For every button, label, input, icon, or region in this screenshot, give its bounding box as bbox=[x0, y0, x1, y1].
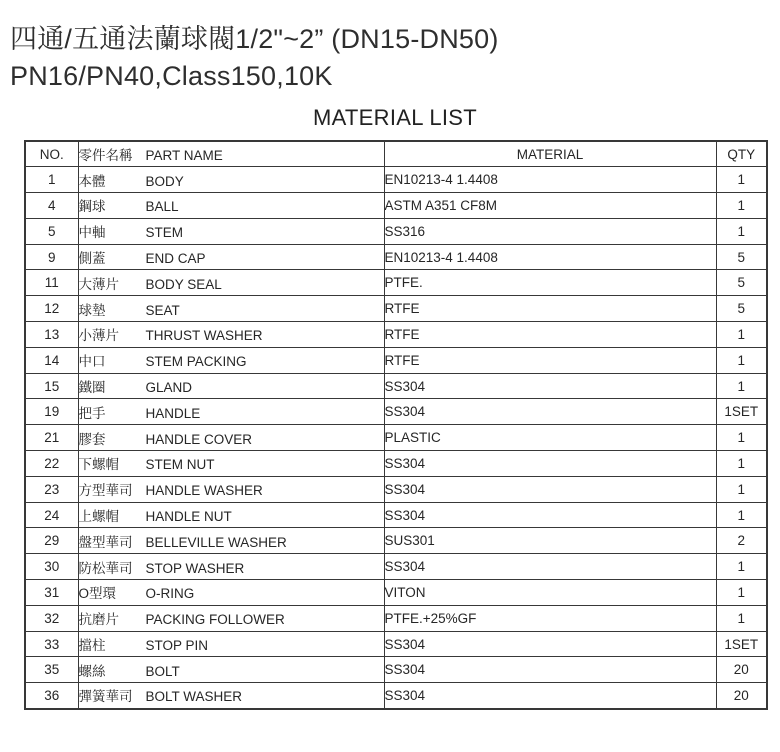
row-part-name-cn: 防松華司 bbox=[78, 560, 133, 576]
row-material: SS316 bbox=[384, 218, 716, 244]
document-title-line1: 四通/五通法蘭球閥1/2"~2” (DN15-DN50) bbox=[10, 24, 499, 54]
row-material: SS304 bbox=[384, 554, 716, 580]
row-qty: 20 bbox=[716, 657, 767, 683]
row-part-name-cn: 方型華司 bbox=[78, 483, 133, 499]
table-row bbox=[25, 451, 767, 477]
row-part-name-en: BODY SEAL bbox=[145, 276, 222, 292]
row-no: 1 bbox=[25, 167, 78, 193]
row-qty: 1 bbox=[716, 167, 767, 193]
table-row bbox=[25, 244, 767, 270]
col-header-material: MATERIAL bbox=[384, 141, 716, 167]
row-qty: 5 bbox=[716, 244, 767, 270]
row-material: RTFE bbox=[384, 347, 716, 373]
row-part-name bbox=[78, 399, 384, 425]
row-part-name bbox=[78, 554, 384, 580]
row-material: SS304 bbox=[384, 502, 716, 528]
row-qty: 20 bbox=[716, 683, 767, 709]
row-part-name-cn: 大薄片 bbox=[78, 276, 119, 292]
col-header-part-name-en: PART NAME bbox=[145, 148, 223, 164]
row-qty: 1 bbox=[716, 580, 767, 606]
row-no: 23 bbox=[25, 476, 78, 502]
table-row bbox=[25, 270, 767, 296]
row-part-name-cn: 抗磨片 bbox=[78, 612, 119, 628]
table-row bbox=[25, 683, 767, 709]
row-qty: 1 bbox=[716, 373, 767, 399]
row-qty: 1 bbox=[716, 322, 767, 348]
row-part-name-en: STEM NUT bbox=[145, 457, 215, 473]
row-part-name bbox=[78, 476, 384, 502]
row-part-name-en: END CAP bbox=[145, 251, 206, 267]
row-part-name-en: STOP PIN bbox=[145, 638, 209, 654]
row-part-name-cn: 本體 bbox=[78, 173, 106, 189]
row-part-name bbox=[78, 631, 384, 657]
material-table bbox=[24, 140, 768, 710]
document-title-block bbox=[10, 21, 499, 95]
row-no: 36 bbox=[25, 683, 78, 709]
row-material: SS304 bbox=[384, 373, 716, 399]
row-part-name bbox=[78, 425, 384, 451]
row-material: SS304 bbox=[384, 683, 716, 709]
row-material: PTFE.+25%GF bbox=[384, 605, 716, 631]
row-qty: 1 bbox=[716, 451, 767, 477]
row-no: 19 bbox=[25, 399, 78, 425]
row-material: SS304 bbox=[384, 657, 716, 683]
row-part-name-cn: 下螺帽 bbox=[78, 457, 119, 473]
row-part-name bbox=[78, 580, 384, 606]
row-qty: 1 bbox=[716, 605, 767, 631]
table-row bbox=[25, 296, 767, 322]
row-part-name bbox=[78, 657, 384, 683]
row-part-name-cn: O型環 bbox=[78, 586, 117, 602]
table-row bbox=[25, 476, 767, 502]
row-part-name-en: BOLT bbox=[145, 663, 180, 679]
row-qty: 1 bbox=[716, 554, 767, 580]
row-no: 9 bbox=[25, 244, 78, 270]
row-part-name bbox=[78, 347, 384, 373]
row-part-name bbox=[78, 244, 384, 270]
row-part-name bbox=[78, 167, 384, 193]
row-part-name-en: HANDLE NUT bbox=[145, 509, 232, 525]
row-material: EN10213-4 1.4408 bbox=[384, 244, 716, 270]
row-part-name-en: GLAND bbox=[145, 380, 193, 396]
row-part-name-en: HANDLE bbox=[145, 405, 201, 421]
row-material: EN10213-4 1.4408 bbox=[384, 167, 716, 193]
row-part-name bbox=[78, 451, 384, 477]
row-part-name bbox=[78, 528, 384, 554]
table-row bbox=[25, 399, 767, 425]
row-material: VITON bbox=[384, 580, 716, 606]
table-row bbox=[25, 322, 767, 348]
row-part-name-cn: 球墊 bbox=[78, 302, 106, 318]
row-qty: 1 bbox=[716, 476, 767, 502]
row-part-name-cn: 把手 bbox=[78, 405, 106, 421]
col-header-qty: QTY bbox=[716, 141, 767, 167]
table-header-row bbox=[25, 141, 767, 167]
row-material: SS304 bbox=[384, 399, 716, 425]
col-header-part-name-cn: 零件名稱 bbox=[78, 148, 133, 164]
row-part-name-en: STEM bbox=[145, 225, 184, 241]
row-part-name bbox=[78, 605, 384, 631]
row-no: 31 bbox=[25, 580, 78, 606]
row-qty: 1 bbox=[716, 193, 767, 219]
row-material: SS304 bbox=[384, 476, 716, 502]
row-part-name-en: BOLT WASHER bbox=[145, 689, 243, 705]
row-material: SS304 bbox=[384, 631, 716, 657]
row-part-name-en: SEAT bbox=[145, 302, 180, 318]
row-part-name-cn: 中口 bbox=[78, 354, 106, 370]
table-row bbox=[25, 347, 767, 373]
col-header-part-name bbox=[78, 141, 384, 167]
row-part-name-cn: 擋柱 bbox=[78, 638, 106, 654]
row-qty: 2 bbox=[716, 528, 767, 554]
row-part-name bbox=[78, 373, 384, 399]
col-header-no: NO. bbox=[25, 141, 78, 167]
row-no: 35 bbox=[25, 657, 78, 683]
row-qty: 1 bbox=[716, 347, 767, 373]
row-part-name bbox=[78, 296, 384, 322]
row-part-name-cn: 鐵圈 bbox=[78, 380, 106, 396]
row-no: 21 bbox=[25, 425, 78, 451]
table-row bbox=[25, 554, 767, 580]
row-part-name-cn: 膠套 bbox=[78, 431, 106, 447]
row-no: 24 bbox=[25, 502, 78, 528]
row-no: 32 bbox=[25, 605, 78, 631]
row-part-name bbox=[78, 218, 384, 244]
row-part-name-en: O-RING bbox=[145, 586, 195, 602]
row-no: 22 bbox=[25, 451, 78, 477]
row-no: 4 bbox=[25, 193, 78, 219]
row-part-name-en: HANDLE WASHER bbox=[145, 483, 263, 499]
table-row bbox=[25, 657, 767, 683]
table-row bbox=[25, 502, 767, 528]
row-part-name-cn: 鋼球 bbox=[78, 199, 106, 215]
row-material: RTFE bbox=[384, 296, 716, 322]
row-part-name bbox=[78, 270, 384, 296]
row-part-name bbox=[78, 683, 384, 709]
row-part-name bbox=[78, 502, 384, 528]
table-row bbox=[25, 605, 767, 631]
row-part-name bbox=[78, 193, 384, 219]
row-material: RTFE bbox=[384, 322, 716, 348]
row-part-name-cn: 中軸 bbox=[78, 225, 106, 241]
row-part-name-en: HANDLE COVER bbox=[145, 431, 253, 447]
row-material: PLASTIC bbox=[384, 425, 716, 451]
table-row bbox=[25, 373, 767, 399]
table-row bbox=[25, 167, 767, 193]
row-part-name-cn: 盤型華司 bbox=[78, 534, 133, 550]
row-qty: 1 bbox=[716, 502, 767, 528]
row-part-name-cn: 側蓋 bbox=[78, 251, 106, 267]
row-no: 33 bbox=[25, 631, 78, 657]
row-part-name-en: BODY bbox=[145, 173, 184, 189]
row-qty: 5 bbox=[716, 296, 767, 322]
row-no: 29 bbox=[25, 528, 78, 554]
row-part-name-cn: 螺絲 bbox=[78, 663, 106, 679]
table-row bbox=[25, 528, 767, 554]
row-part-name-cn: 彈簧華司 bbox=[78, 689, 133, 705]
row-material: ASTM A351 CF8M bbox=[384, 193, 716, 219]
material-list-heading: MATERIAL LIST bbox=[312, 105, 478, 130]
row-no: 15 bbox=[25, 373, 78, 399]
row-part-name-en: STEM PACKING bbox=[145, 354, 247, 370]
row-material: SUS301 bbox=[384, 528, 716, 554]
row-no: 30 bbox=[25, 554, 78, 580]
row-qty: 1SET bbox=[716, 399, 767, 425]
table-row bbox=[25, 218, 767, 244]
table-row bbox=[25, 193, 767, 219]
row-part-name-en: BALL bbox=[145, 199, 179, 215]
table-body bbox=[25, 167, 767, 709]
row-qty: 1 bbox=[716, 425, 767, 451]
row-part-name-en: PACKING FOLLOWER bbox=[145, 612, 285, 628]
row-no: 5 bbox=[25, 218, 78, 244]
row-part-name-cn: 小薄片 bbox=[78, 328, 119, 344]
table-row bbox=[25, 580, 767, 606]
row-part-name-en: BELLEVILLE WASHER bbox=[145, 534, 287, 550]
row-no: 11 bbox=[25, 270, 78, 296]
row-no: 13 bbox=[25, 322, 78, 348]
row-part-name-en: STOP WASHER bbox=[145, 560, 245, 576]
row-qty: 1SET bbox=[716, 631, 767, 657]
row-no: 14 bbox=[25, 347, 78, 373]
row-material: PTFE. bbox=[384, 270, 716, 296]
row-no: 12 bbox=[25, 296, 78, 322]
document-title-line2: PN16/PN40,Class150,10K bbox=[10, 61, 333, 91]
row-qty: 5 bbox=[716, 270, 767, 296]
row-part-name-en: THRUST WASHER bbox=[145, 328, 263, 344]
row-part-name-cn: 上螺帽 bbox=[78, 509, 119, 525]
table-row bbox=[25, 425, 767, 451]
table-row bbox=[25, 631, 767, 657]
row-qty: 1 bbox=[716, 218, 767, 244]
row-material: SS304 bbox=[384, 451, 716, 477]
row-part-name bbox=[78, 322, 384, 348]
